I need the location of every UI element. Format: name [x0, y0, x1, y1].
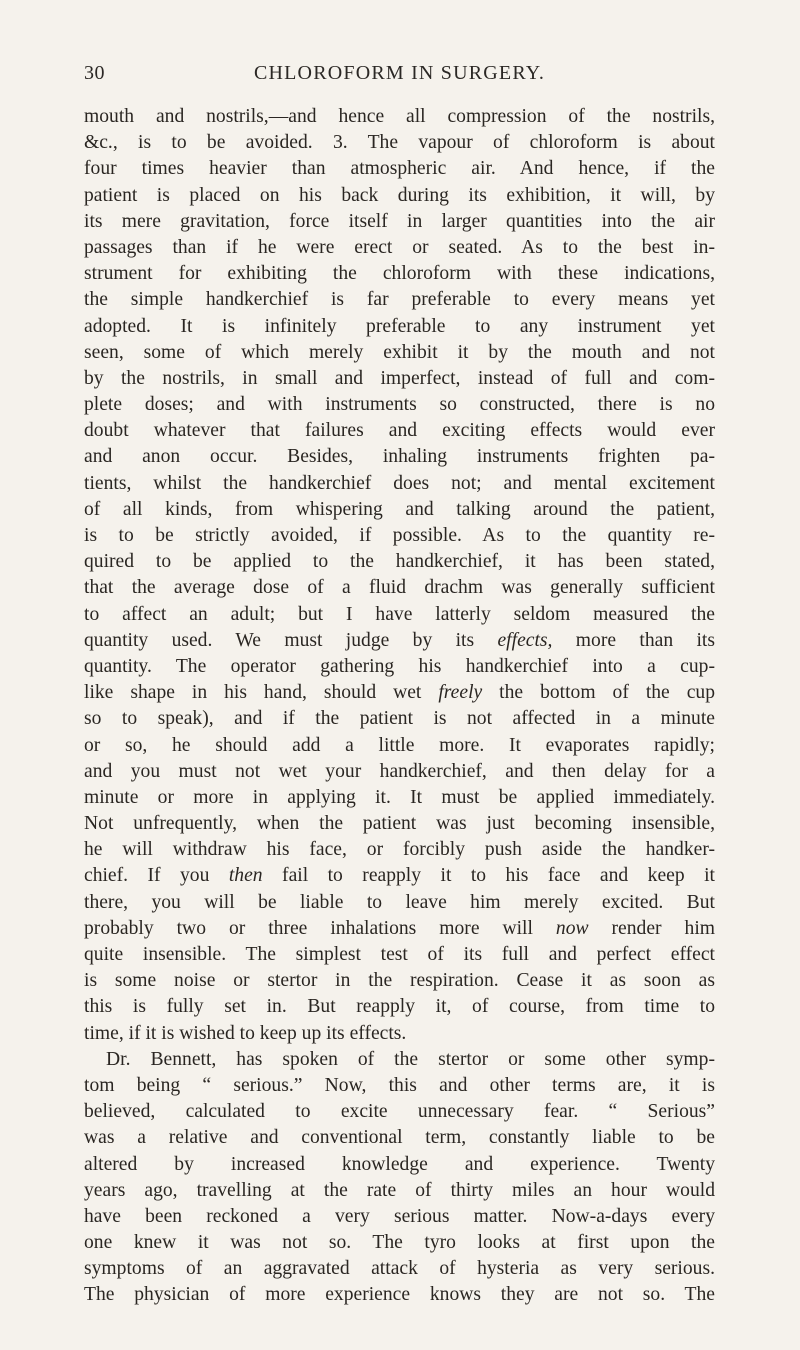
- page-number: 30: [84, 62, 105, 84]
- text-line: the simple handkerchief is far preferable to every means yet: [84, 289, 715, 311]
- text-line: or so, he should add a little more. It evaporates rapidly;: [84, 734, 715, 756]
- text-line: [84, 680, 715, 706]
- text-segment: quantity used. We must judge by its: [84, 629, 498, 651]
- text-line: have been reckoned a very serious matter. Now-a-days every: [84, 1205, 715, 1227]
- text-line: is to be strictly avoided, if possible. As to the quantity re-: [84, 525, 715, 546]
- text-line: believed, calculated to excite unnecessary fear. “ Serious”: [84, 1101, 715, 1123]
- text-line: quired to be applied to the handkerchief, it has been stated,: [84, 551, 715, 573]
- text-line: patient is placed on his back during its exhibition, it will, by: [84, 184, 715, 206]
- text-line: this is fully set in. But reapply it, of course, from time to: [84, 996, 715, 1018]
- text-line: four times heavier than atmospheric air. And hence, if the: [84, 158, 715, 180]
- text-line: that the average dose of a fluid drachm was generally sufficient: [84, 577, 715, 599]
- text-line: by the nostrils, in small and imperfect, instead of full and com-: [84, 367, 715, 389]
- text-segment: chief. If you: [84, 865, 229, 887]
- text-line: The physician of more experience knows they are not so. The: [84, 1284, 715, 1306]
- italic-emphasis: freely: [438, 682, 483, 704]
- text-line: doubt whatever that failures and exciting effects would ever: [84, 420, 715, 442]
- text-line: passages than if he were erect or seated. As to the best in-: [84, 236, 715, 258]
- text-line: one knew it was not so. The tyro looks at first upon the: [84, 1232, 715, 1254]
- text-line: [84, 628, 715, 654]
- text-line: quantity. The operator gathering his handkerchief into a cup-: [84, 655, 715, 677]
- text-line: altered by increased knowledge and experience. Twenty: [84, 1153, 715, 1175]
- text-line: years ago, travelling at the rate of thirty miles an hour would: [84, 1179, 715, 1201]
- italic-emphasis: then: [228, 865, 263, 887]
- text-line: time, if it is wished to keep up its effects.: [84, 1022, 407, 1044]
- text-line: quite insensible. The simplest test of its full and perfect effect: [84, 944, 715, 965]
- text-line: [84, 863, 715, 889]
- text-line: tom being “ serious.” Now, this and other terms are, it is: [84, 1074, 715, 1096]
- text-line: Dr. Bennett, has spoken of the stertor or some other symp-: [106, 1048, 715, 1070]
- text-segment: more than its: [552, 629, 715, 651]
- text-line: [84, 916, 715, 942]
- text-segment: render him: [588, 917, 715, 939]
- text-segment: like shape in his hand, should wet: [84, 682, 439, 704]
- text-line: &c., is to be avoided. 3. The vapour of chloroform is about: [84, 132, 715, 154]
- body-text: [84, 104, 715, 1309]
- italic-emphasis: now: [555, 917, 589, 939]
- text-line: seen, some of which merely exhibit it by the mouth and not: [84, 341, 715, 363]
- text-line: so to speak), and if the patient is not affected in a minute: [84, 708, 715, 730]
- text-line: and you must not wet your handkerchief, and then delay for a: [84, 760, 715, 782]
- text-line: mouth and nostrils,—and hence all compression of the nostrils,: [84, 106, 715, 127]
- text-line: to affect an adult; but I have latterly seldom measured the: [84, 603, 715, 625]
- text-line: and anon occur. Besides, inhaling instruments frighten pa-: [84, 446, 715, 468]
- text-segment: fail to reapply it to his face and keep it: [262, 865, 715, 887]
- text-line: is some noise or stertor in the respiration. Cease it as soon as: [84, 970, 715, 992]
- text-line: minute or more in applying it. It must be applied immediately.: [84, 786, 715, 808]
- text-line: was a relative and conventional term, constantly liable to be: [84, 1127, 715, 1149]
- italic-emphasis: effects,: [497, 629, 553, 651]
- text-line: Not unfrequently, when the patient was just becoming insensible,: [84, 813, 715, 835]
- text-line: plete doses; and with instruments so constructed, there is no: [84, 394, 715, 416]
- running-title: CHLOROFORM IN SURGERY.: [253, 62, 546, 84]
- text-line: strument for exhibiting the chloroform with these indications,: [84, 263, 715, 285]
- text-line: its mere gravitation, force itself in larger quantities into the air: [84, 210, 715, 232]
- running-head: [84, 62, 715, 86]
- text-line: symptoms of an aggravated attack of hysteria as very serious.: [84, 1258, 715, 1280]
- text-segment: probably two or three inhalations more will: [84, 917, 556, 939]
- text-line: of all kinds, from whispering and talking around the patient,: [84, 498, 715, 520]
- text-segment: the bottom of the cup: [482, 682, 716, 704]
- text-line: adopted. It is infinitely preferable to any instrument yet: [84, 315, 715, 337]
- text-line: he will withdraw his face, or forcibly push aside the handker-: [84, 839, 715, 861]
- text-line: tients, whilst the handkerchief does not; and mental excitement: [84, 472, 715, 494]
- text-line: there, you will be liable to leave him merely excited. But: [84, 891, 715, 913]
